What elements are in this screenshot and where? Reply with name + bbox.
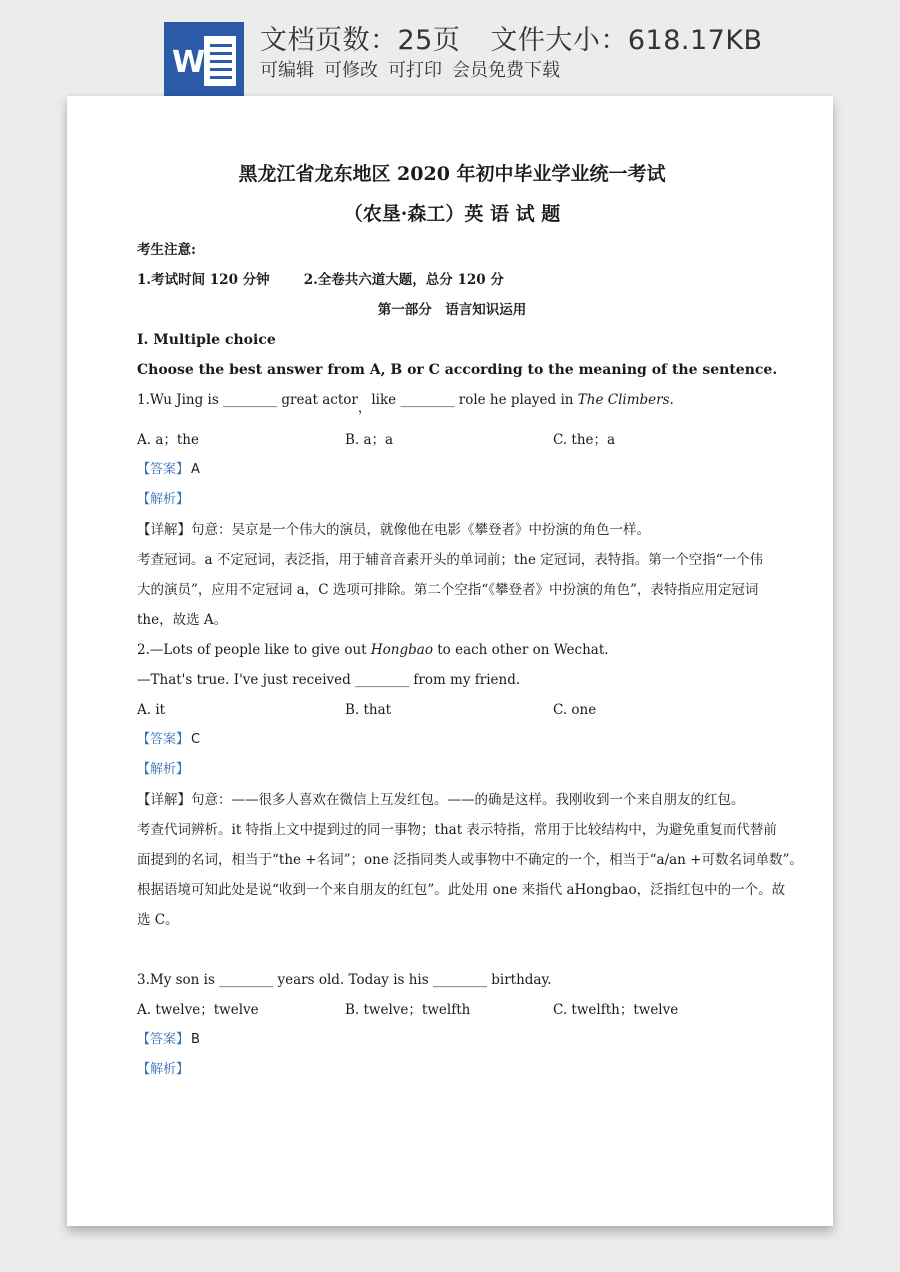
- part-heading: 第一部分 语言知识运用: [377, 302, 527, 318]
- feature-modifiable: 可修改: [324, 60, 378, 81]
- q2-detail-line: 面提到的名词，相当于“the +名词”；one 泛指同类人或事物中不确定的一个，相当于“a/an +可数名词单数”。: [137, 852, 803, 868]
- q1-text-end: .: [669, 392, 674, 408]
- q3-option-c: C. twelfth；twelve: [553, 1002, 679, 1018]
- feature-list: [260, 56, 570, 82]
- q1-option-a: A. a；the: [137, 432, 199, 448]
- q3-answer: [137, 1030, 767, 1050]
- answer-value: B: [191, 1032, 200, 1047]
- q2-detail-line: 选 C。: [137, 912, 179, 928]
- q1-detail-line: 考查冠词。a 不定冠词，表泛指，用于辅音音素开头的单词前；the 定冠词，表特指。第一个空指“一个伟: [137, 552, 764, 568]
- word-document-icon: [164, 22, 244, 96]
- exam-subtitle: （农垦·森工）英 语 试 题: [343, 203, 561, 225]
- svg-text:W: W: [172, 45, 206, 80]
- answer-label: 【答案】: [137, 462, 190, 477]
- q2-detail-line: 考查代词辨析。it 特指上文中提到过的同一事物；that 表示特指，常用于比较结构中，为避免重复而代替前: [137, 822, 777, 838]
- exam-title: 黑龙江省龙东地区 2020 年初中毕业学业统一考试: [238, 163, 666, 185]
- q2-analysis-label: 【解析】: [137, 762, 190, 777]
- q3-option-a: A. twelve；twelve: [137, 1002, 259, 1018]
- question-1: [137, 390, 767, 416]
- q1-text-pre: 1.Wu Jing is ________ great actor: [137, 392, 358, 408]
- q2-detail-line: 根据语境可知此处是说“收到一个来自朋友的红包”。此处用 one 来指代 aHongbao，泛指红包中的一个。故: [137, 882, 786, 898]
- q1-detail-line: the，故选 A。: [137, 612, 228, 628]
- q1-answer: [137, 460, 767, 480]
- question-2-line-1: [137, 640, 767, 660]
- q1-option-b: B. a；a: [345, 432, 394, 448]
- q1-film-title: The Climbers: [577, 392, 670, 408]
- q3-analysis-label: 【解析】: [137, 1062, 190, 1077]
- feature-printable: 可打印: [388, 60, 442, 81]
- q2-option-c: C. one: [553, 702, 597, 718]
- question-3: 3.My son is ________ years old. Today is his ________ birthday.: [137, 972, 552, 988]
- q1-detail-line: 【详解】句意：吴京是一个伟大的演员，就像他在电影《攀登者》中扮演的角色一样。: [137, 522, 650, 538]
- notice-line: [137, 270, 767, 290]
- q1-comma: ，: [357, 400, 372, 416]
- file-info: [260, 18, 763, 58]
- q2-text-post: to each other on Wechat.: [432, 642, 609, 658]
- answer-value: A: [191, 462, 200, 477]
- q2-detail-line: 【详解】句意：——很多人喜欢在微信上互发红包。——的确是这样。我刚收到一个来自朋友的红包。: [137, 792, 745, 808]
- download-banner: [0, 0, 900, 96]
- instruction-text: Choose the best answer from A, B or C according to the meaning of the sentence.: [137, 362, 778, 378]
- q1-text-mid: like ________ role he played in: [371, 392, 578, 408]
- question-2-line-2: —That's true. I've just received ________ from my friend.: [137, 672, 521, 688]
- q2-hongbao: Hongbao: [370, 642, 433, 658]
- q2-option-a: A. it: [137, 702, 166, 718]
- answer-value: C: [191, 732, 201, 747]
- q1-detail-line: 大的演员”，应用不定冠词 a，C 选项可排除。第二个空指“《攀登者》中扮演的角色”，表特指应用定冠词: [137, 582, 759, 598]
- document-page: [67, 96, 833, 1226]
- q2-text-pre: 2.—Lots of people like to give out: [137, 642, 371, 658]
- q1-analysis-label: 【解析】: [137, 492, 190, 507]
- q1-option-c: C. the；a: [553, 432, 616, 448]
- notice-heading: 考生注意:: [137, 242, 196, 258]
- feature-editable: 可编辑: [260, 60, 314, 81]
- q2-answer: [137, 730, 767, 750]
- notice-time: 1.考试时间 120 分钟: [137, 272, 270, 288]
- notice-score: 2.全卷共六道大题，总分 120 分: [303, 272, 504, 288]
- q3-option-b: B. twelve；twelfth: [345, 1002, 471, 1018]
- page-count: 文档页数：25页: [260, 25, 461, 56]
- feature-member-download: 会员免费下载: [452, 60, 560, 81]
- q2-option-b: B. that: [345, 702, 392, 718]
- answer-label: 【答案】: [137, 732, 190, 747]
- section-heading: I. Multiple choice: [137, 332, 276, 348]
- file-size: 文件大小：618.17KB: [490, 25, 763, 56]
- answer-label: 【答案】: [137, 1032, 190, 1047]
